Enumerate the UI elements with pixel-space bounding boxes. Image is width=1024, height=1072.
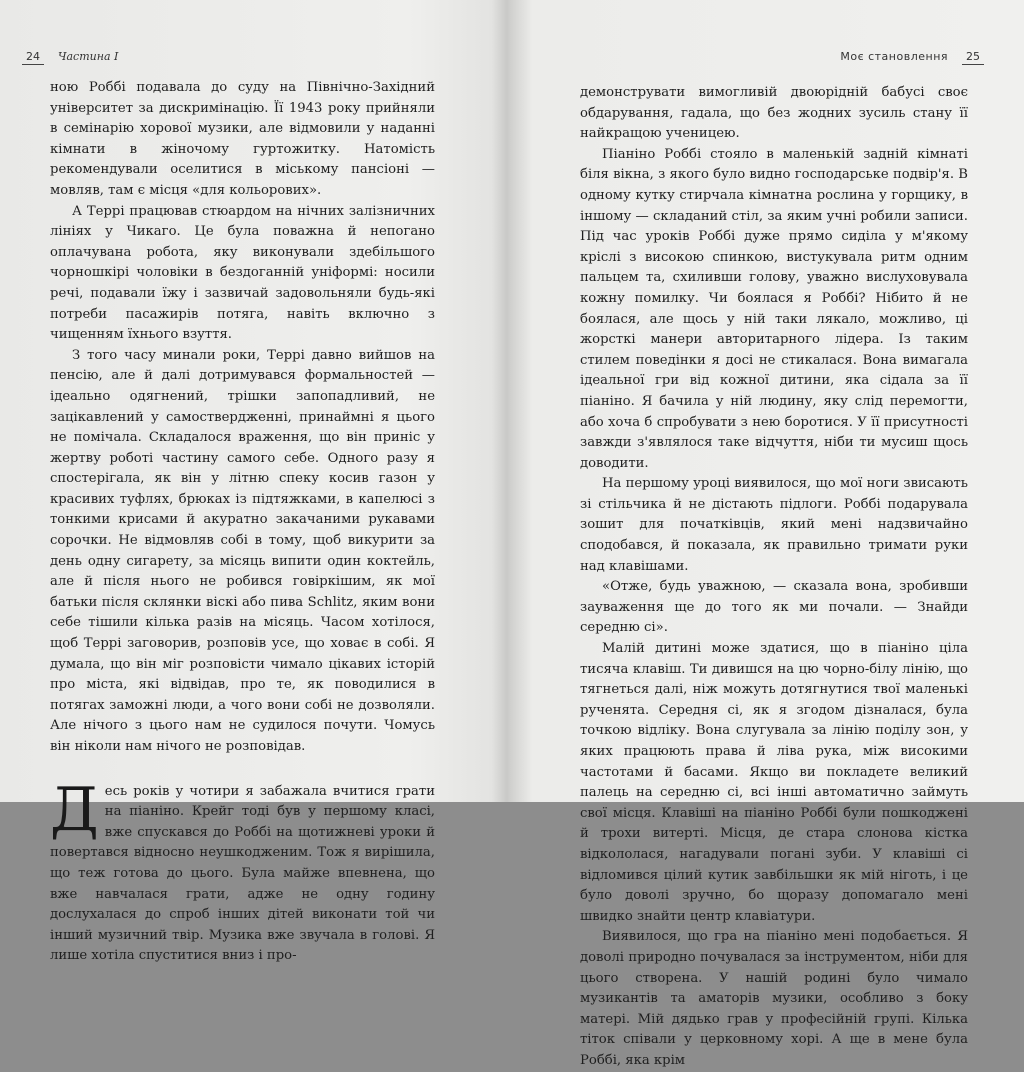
paragraph: На першому уроці виявилося, що мої ноги звисають зі стільчика й не дістають підлоги. Роббі подарувала зошит для початківців, який мені надзвичайно сподобався, й показала, як правильно тримати руки над клавішами. bbox=[580, 476, 968, 574]
paragraph: Піаніно Роббі стояло в маленькій задній кімнаті біля вікна, з якого було видно господарське подвір'я. В одному кутку стирчала кімнатна рослина у горщику, в іншому — складаний стіл, за яким учні робили записи. Під час уроків Роббі дуже прямо сиділа у м'якому кріслі з високою спинкою, вистукувала ритм одним пальцем та, схиливши голову, уважно вислуховувала кожну помилку. Чи боялася я Роббі? Нібито й не боялася, але щось у ній таки лякало, можливо, ці жорсткі манери авторитарного лідера. Із таким стилем поведінки я досі не стикалася. Вона вимагала ідеальної гри від кожної дитини, яка сідала за її піаніно. Я бачила у ній людину, яку слід перемогти, або хоча б спробувати з нею боротися. У її присутності завжди з'являлося таке відчуття, ніби ти мусиш щось доводити. bbox=[580, 146, 968, 471]
right-page-text bbox=[580, 83, 968, 1072]
right-page-header bbox=[840, 50, 984, 65]
left-page bbox=[0, 0, 506, 964]
paragraph: А Террі працював стюардом на нічних залізничних лініях у Чикаго. Це була поважна й непогано оплачувана робота, яку виконували здебільшого чорношкірі чоловіки в бездоганній уніформі: носили речі, подавали їжу і зазвичай задовольняли будь-які потреби пасажирів потяга, навіть включно з чищенням їхнього взуття. bbox=[50, 203, 435, 343]
paragraph: Виявилося, що гра на піаніно мені подобається. Я доволі природно почувалася за інструментом, ніби для цього створена. У нашій родині було чимало музикантів та аматорів музики, особливо з боку матері. Мій дядько грав у професійній групі. Кілька тіток співали у церковному хорі. А ще в мене була Роббі, яка крім bbox=[580, 929, 968, 1068]
paragraph-text: есь років у чотири я забажала вчитися грати на піаніно. Крейг тоді був у першому класі, вже спускався до Роббі на щотижневі уроки й повертався відносно неушкодженим. Тож я вирішила, що теж готова до цього. Була майже впевнена, що вже навчалася грати, адже не одну годину дослухалася до спроб інших дітей виконати той чи інший музичний твір. Музика вже звучала в голові. Я лише хотіла спуститися вниз і про- bbox=[50, 783, 435, 964]
left-page-header bbox=[22, 50, 118, 65]
running-title: Частина І bbox=[58, 50, 119, 63]
left-page-text bbox=[50, 78, 435, 967]
paragraph: демонструвати вимогливій двоюрідній бабусі своє обдарування, гадала, що без жодних зусиль стану її найкращою ученицею. bbox=[580, 85, 968, 142]
paragraph: З того часу минали роки, Террі давно вийшов на пенсію, але й далі дотримувався формальностей — ідеально одягнений, трішки запопадливий, не зацікавлений у самоствердженні, принаймні я цього не помічала. Складалося враження, що він приніс у жертву роботі частину самого себе. Одного разу я спостерігала, як він у літню спеку косив газон у красивих туфлях, брюках із підтяжками, в капелюсі з тонкими крисами й акуратно закачаними рукавами сорочки. Не відмовляв собі в тому, щоб викурити за день одну сигарету, за місяць випити один коктейль, але й після нього не робився говіркішим, як мої батьки після склянки віскі або пива Schlitz, яким вони себе тішили кілька разів на місяць. Часом хотілося, щоб Террі заговорив, розповів усе, що ховає в собі. Я думала, що він міг розповісти чимало цікавих історій про міста, які відвідав, про те, як поводилися в потягах заможні люди, а чого вони собі не дозволяли. Але нічого з цього нам не судилося почути. Чомусь він ніколи нам нічого не розповідав. bbox=[50, 347, 435, 754]
running-title: Моє становлення bbox=[840, 50, 948, 63]
paragraph: ною Роббі подавала до суду на Північно-Західний університет за дискримінацію. Її 1943 року прийняли в семінарію хорової музики, але відмовили у наданні кімнати в жіночому гуртожитку. Натомість рекомендували оселитися в міському пансіоні — мовляв, там є місця «для кольорових». bbox=[50, 80, 435, 198]
page-number: 25 bbox=[962, 50, 984, 65]
right-page bbox=[506, 0, 1024, 1068]
drop-cap: Д bbox=[50, 774, 99, 845]
paragraph: «Отже, будь уважною, — сказала вона, зробивши зауваження ще до того як ми почали. — Знайди середню сі». bbox=[580, 579, 968, 636]
drop-cap-paragraph bbox=[50, 774, 435, 967]
page-number: 24 bbox=[22, 50, 44, 65]
paragraph: Малій дитині може здатися, що в піаніно ціла тисяча клавіш. Ти дивишся на цю чорно-білу лінію, що тягнеться далі, ніж можуть дотягнутися твої маленькі рученята. Середня сі, як я згодом дізналася, була точкою відліку. Вона слугувала за лінію поділу зон, у яких працюють права й ліва рука, між високими частотами й басами. Якщо ви покладете великий палець на середню сі, всі інші автоматично займуть свої місця. Клавіші на піаніно Роббі були пошкоджені й трохи витерті. Місця, де стара слонова кістка відкололася, нагадували погані зуби. У клавіші сі відломився цілий кутик завбільшки як мій ніготь, і це було доволі зручно, бо щоразу допомагало мені швидко знайти центр клавіатури. bbox=[580, 641, 968, 924]
